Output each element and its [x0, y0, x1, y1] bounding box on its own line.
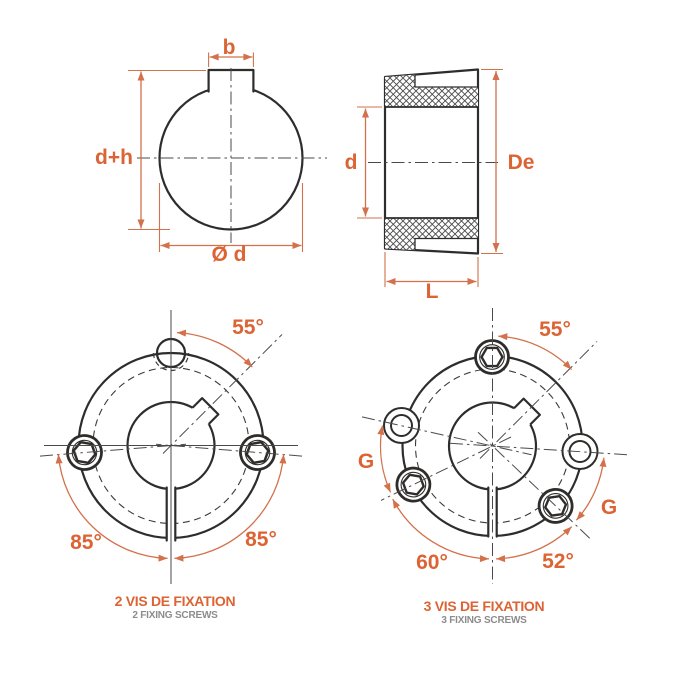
label-d-plus-h: d+h: [95, 146, 133, 169]
label-55: 55°: [232, 316, 264, 339]
hole: [391, 415, 412, 436]
caption-fr-2-screws: 2 VIS DE FIXATION: [114, 593, 236, 609]
caption-fr-3-screws: 3 VIS DE FIXATION: [423, 598, 545, 614]
caption-en-2-screws: 2 FIXING SCREWS: [132, 610, 218, 621]
front-view: [95, 36, 327, 266]
label-52: 52°: [542, 550, 574, 573]
label-b: b: [222, 36, 236, 59]
label-55: 55°: [539, 318, 571, 341]
label-60: 60°: [416, 551, 448, 574]
label-d: d: [344, 151, 358, 174]
section-view: [345, 70, 535, 304]
label-diameter-d: Ø d: [211, 243, 247, 266]
label-G-right: G: [600, 496, 618, 519]
upper-left-hole: [384, 408, 419, 443]
label-De: De: [507, 151, 535, 174]
label-85-left: 85°: [70, 531, 102, 554]
label-85-right: 85°: [245, 528, 277, 551]
two-screw-view: [40, 310, 302, 621]
three-screw-view: [358, 308, 627, 626]
label-G-left: G: [357, 450, 375, 473]
label-L: L: [425, 280, 439, 303]
caption-en-3-screws: 3 FIXING SCREWS: [441, 615, 527, 626]
